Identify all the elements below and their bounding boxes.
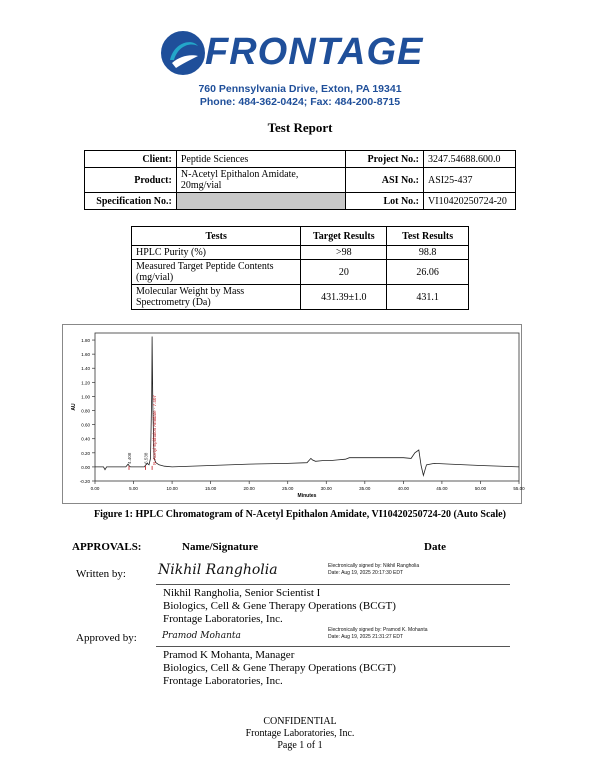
approved-name: Pramod K Mohanta, Manager — [163, 649, 295, 661]
footer-company: Frontage Laboratories, Inc. — [245, 728, 355, 739]
client-label: Client: — [85, 151, 177, 168]
target-result: 20 — [301, 260, 387, 285]
peak-label: 4.408 — [126, 452, 132, 464]
written-company: Frontage Laboratories, Inc. — [163, 613, 283, 625]
test-result: 26.06 — [387, 260, 469, 285]
info-row — [85, 193, 516, 210]
signature-line — [156, 646, 510, 647]
peak-label: 6.538 — [143, 452, 149, 464]
x-tick-label: 0.00 — [90, 486, 100, 491]
company-address: 760 Pennsylvania Drive, Exton, PA 19341 — [198, 83, 402, 95]
results-header-row — [132, 227, 469, 246]
plot-area — [95, 333, 519, 481]
company-name: FRONTAGE — [205, 31, 424, 73]
x-tick-label: 50.00 — [474, 486, 487, 491]
written-esig-date: Date: Aug 19, 2025 20:17:30 EDT — [328, 570, 404, 576]
product-label: Product: — [85, 168, 177, 193]
x-tick-label: 5.00 — [129, 486, 138, 491]
y-tick-label: 1.20 — [81, 380, 90, 386]
main-peak-label: N-Acetyl Epithalon Amidate - 7.407 — [152, 395, 158, 465]
x-tick-label: 45.00 — [436, 486, 448, 491]
approved-esig-signer: Electronically signed by: Pramod K. Mohanta — [328, 627, 428, 633]
results-row — [132, 246, 469, 260]
y-tick-label: 1.00 — [81, 394, 90, 400]
approved-department: Biologics, Cell & Gene Therapy Operations (BCGT) — [163, 662, 396, 674]
x-tick-label: 35.00 — [359, 486, 371, 491]
info-table — [84, 150, 516, 210]
page-number: Page 1 of 1 — [277, 740, 323, 751]
written-signature: Nikhil Rangholia — [158, 562, 278, 578]
specification-value — [176, 193, 345, 210]
target-result: >98 — [301, 246, 387, 260]
hplc-chromatogram — [62, 324, 525, 504]
written-name: Nikhil Rangholia, Senior Scientist I — [163, 587, 321, 599]
confidential-label: CONFIDENTIAL — [263, 716, 337, 727]
approved-esig-date: Date: Aug 19, 2025 21:31:27 EDT — [328, 634, 404, 640]
x-axis-label: Minutes — [297, 493, 317, 499]
target-result: 431.39±1.0 — [301, 285, 387, 310]
results-table — [131, 226, 469, 310]
client-value: Peptide Sciences — [176, 151, 345, 168]
date-heading: Date — [424, 541, 446, 553]
info-row — [85, 151, 516, 168]
asi-label: ASI No.: — [346, 168, 424, 193]
test-name: Measured Target Peptide Contents (mg/vial) — [132, 260, 301, 285]
y-tick-label: 0.60 — [81, 422, 90, 428]
figure-caption: Figure 1: HPLC Chromatogram of N-Acetyl Epithalon Amidate, VI10420250724-20 (Auto Scale) — [94, 509, 506, 520]
x-tick-label: 40.00 — [397, 486, 409, 491]
info-row — [85, 168, 516, 193]
written-esignature — [328, 563, 419, 577]
test-name: HPLC Purity (%) — [132, 246, 301, 260]
test-name: Molecular Weight by Mass Spectrometry (Da) — [132, 285, 301, 310]
x-tick-label: 25.00 — [282, 486, 294, 491]
y-tick-label: 0.00 — [81, 464, 90, 470]
lot-label: Lot No.: — [346, 193, 424, 210]
signature-line — [156, 584, 510, 585]
y-tick-label: 1.80 — [81, 338, 90, 344]
approved-company: Frontage Laboratories, Inc. — [163, 675, 283, 687]
y-tick-label: 0.40 — [81, 436, 90, 442]
report-title: Test Report — [267, 120, 333, 135]
product-value: N-Acetyl Epithalon Amidate, 20mg/vial — [176, 168, 345, 193]
project-value: 3247.54688.600.0 — [424, 151, 516, 168]
test-result: 98.8 — [387, 246, 469, 260]
written-department: Biologics, Cell & Gene Therapy Operations (BCGT) — [163, 600, 396, 612]
asi-value: ASI25-437 — [424, 168, 516, 193]
approved-esignature — [328, 627, 428, 641]
x-tick-label: 10.00 — [166, 486, 178, 491]
y-tick-label: 1.40 — [81, 366, 90, 372]
test-result: 431.1 — [387, 285, 469, 310]
header-target-results: Target Results — [301, 227, 387, 246]
results-row — [132, 260, 469, 285]
results-row — [132, 285, 469, 310]
x-tick-label: 15.00 — [205, 486, 217, 491]
y-axis-label: AU — [71, 403, 77, 411]
approved-by-label: Approved by: — [76, 632, 137, 644]
header-test-results: Test Results — [387, 227, 469, 246]
written-esig-signer: Electronically signed by: Nikhil Rangholia — [328, 563, 420, 569]
approvals-heading: APPROVALS: — [72, 541, 142, 553]
chromatogram-trace — [95, 337, 519, 476]
chromatogram-svg — [63, 325, 525, 503]
name-signature-heading: Name/Signature — [182, 541, 259, 553]
specification-label: Specification No.: — [85, 193, 177, 210]
y-tick-label: 0.80 — [81, 408, 90, 414]
written-by-label: Written by: — [76, 568, 126, 580]
lot-value: VI10420250724-20 — [424, 193, 516, 210]
approved-signature: Pramod Mohanta — [162, 631, 241, 641]
y-tick-label: 0.20 — [81, 450, 90, 456]
x-tick-label: 20.00 — [243, 486, 255, 491]
frontage-logo-icon — [160, 30, 206, 76]
y-tick-label: -0.20 — [79, 479, 90, 484]
y-tick-label: 1.60 — [81, 352, 90, 358]
header-tests: Tests — [132, 227, 301, 246]
project-label: Project No.: — [346, 151, 424, 168]
x-tick-label: 55.00 — [513, 486, 525, 491]
company-phone-fax: Phone: 484-362-0424; Fax: 484-200-8715 — [199, 96, 401, 108]
x-tick-label: 30.00 — [320, 486, 332, 491]
